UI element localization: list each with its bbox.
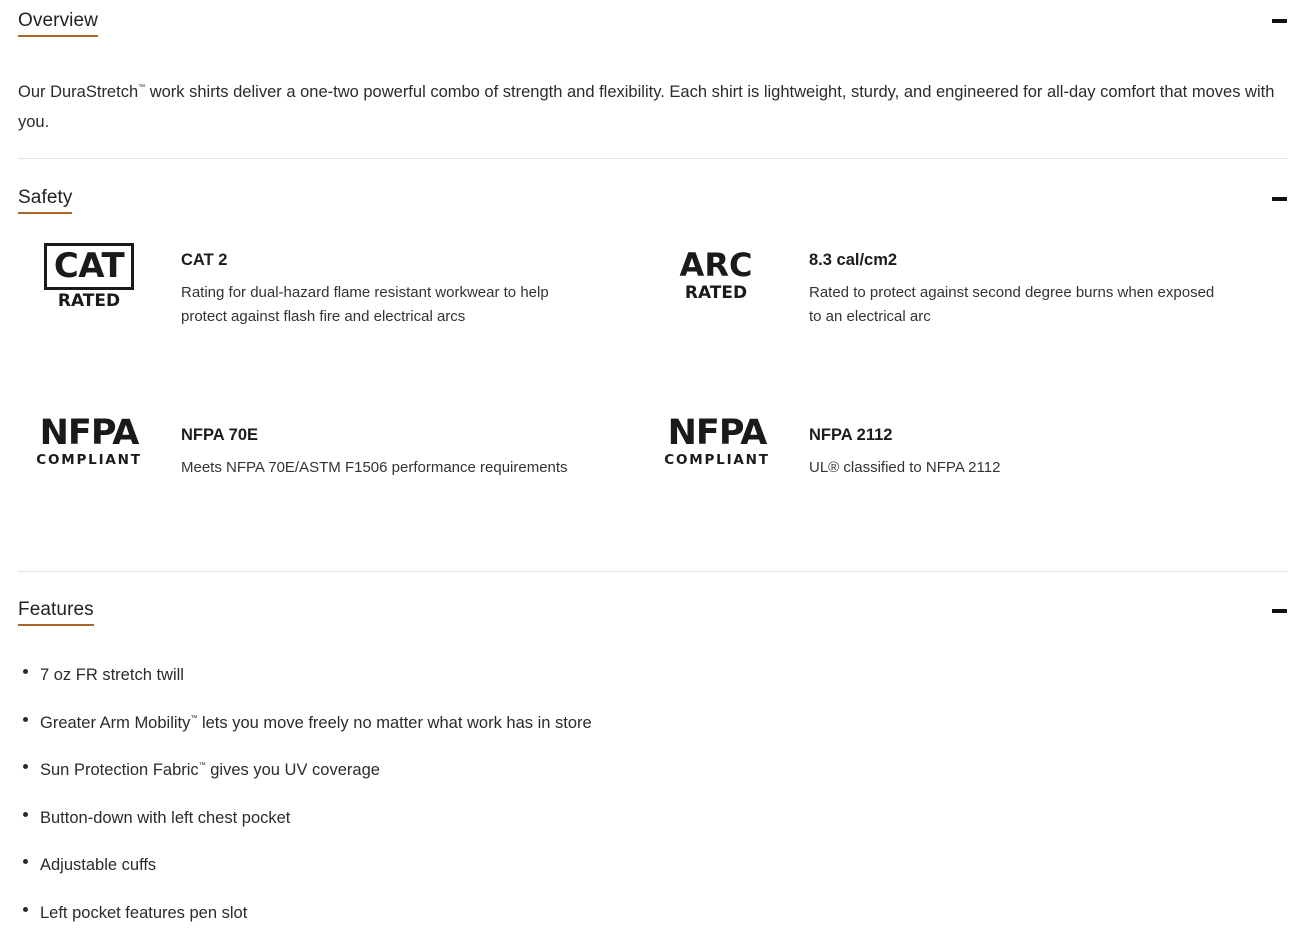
minus-icon[interactable] [1272,609,1287,613]
safety-item-desc: Rated to protect against second degree burns when exposed to an electrical arc [809,284,1215,325]
features-list [18,659,1288,938]
overview-text-part: Our DuraStretch [18,83,139,101]
feature-text: lets you move freely no matter what work has in store [197,713,592,732]
divider [18,158,1288,159]
nfpa-logo-sub: COMPLIANT [664,452,770,468]
arc-logo-sub: RATED [684,283,748,303]
minus-icon[interactable] [1272,19,1287,23]
safety-item-cat2 [18,209,578,325]
feature-text: gives you UV coverage [205,761,380,779]
feature-text: Adjustable cuffs [40,856,157,874]
nfpa-logo-text: NFPA [667,413,767,453]
safety-item-nfpa70e [18,384,578,484]
features-title[interactable]: Features [18,599,94,626]
list-item [40,754,1288,802]
divider [18,571,1288,572]
overview-title[interactable]: Overview [18,10,98,37]
arc-rated-logo [646,209,788,303]
safety-grid [18,209,1288,571]
cat-rated-logo [18,209,160,311]
safety-item-name: 8.3 cal/cm2 [809,251,898,269]
overview-text-part: work shirts deliver a one-two powerful combo of strength and flexibility. Each shirt is lightweight, sturdy, and engineered for all-day comfort that moves with you. [18,83,1275,131]
product-details [18,0,1288,938]
nfpa-compliant-logo [646,384,788,474]
safety-item-name: CAT 2 [181,251,228,269]
list-item [40,802,1288,850]
cat-logo-sub: RATED [57,291,121,311]
feature-text: Left pocket features pen slot [40,903,248,922]
trademark-symbol: ™ [138,84,146,91]
nfpa-logo-text: NFPA [39,413,139,453]
safety-item-arc [646,209,1215,325]
overview-section [18,0,1288,159]
feature-text: 7 oz FR stretch twill [40,666,184,684]
minus-icon[interactable] [1272,197,1287,201]
feature-text: Button-down with left chest pocket [40,808,291,827]
features-section [18,586,1288,938]
safety-item-name: NFPA 2112 [809,426,893,444]
overview-text [18,73,1288,137]
list-item [40,897,1288,938]
safety-item-desc: UL® classified to NFPA 2112 [809,459,1001,476]
feature-text: Sun Protection Fabric [40,761,199,779]
safety-header[interactable] [18,173,1288,209]
nfpa-compliant-logo [18,384,160,474]
list-item [40,707,1288,755]
cat-logo-text: CAT [44,243,134,290]
feature-text: Greater Arm Mobility [40,713,191,732]
trademark-symbol: ™ [198,762,206,769]
nfpa-logo-sub: COMPLIANT [36,452,142,468]
safety-section [18,173,1288,572]
safety-item-desc: Rating for dual-hazard flame resistant workwear to help protect against flash fire and electrical arcs [181,284,549,325]
arc-logo-text: ARC [679,246,753,284]
trademark-symbol: ™ [190,714,198,722]
list-item [40,849,1288,897]
safety-item-nfpa2112 [646,384,1206,484]
safety-item-name: NFPA 70E [181,426,259,444]
features-header[interactable] [18,586,1288,622]
list-item [40,659,1288,707]
safety-item-desc: Meets NFPA 70E/ASTM F1506 performance requirements [181,459,568,476]
overview-header[interactable] [18,0,1288,36]
safety-title[interactable]: Safety [18,187,72,214]
